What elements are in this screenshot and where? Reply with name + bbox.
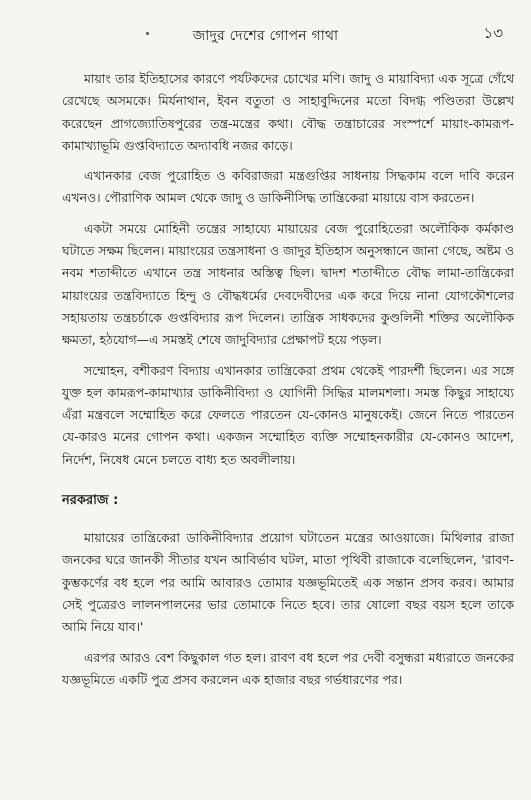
running-title: জাদুর দেশের গোপন গাথা: [192, 28, 339, 44]
paragraph: এরপর আরও বেশ কিছুকাল গত হল। রাবণ বধ হলে পর দেবী বসুন্ধরা মধ্যরাতে জনকের যজ্ঞভূমিতে একটি পুত্র প্রসব করলেন এক হাজার বছর গর্ভধারণের পর।: [62, 649, 514, 687]
page-body: [62, 68, 514, 699]
paragraph: মায়াং তার ইতিহাসের কারণে পর্যটকদের চোখের মণি। জাদু ও মায়াবিদ্যা এক সূত্রে গেঁথে রেখেছে অসমকে। মির্যনাথান, ইবন বতুতা ও সাহাবুদ্দিনের মতো বিদগ্ধ পণ্ডিতরা উল্লেখ করেছেন প্রাগজ্যোতিষপুরের তন্ত্র-মন্ত্রের কথা। বৌদ্ধ তন্ত্রাচারের সংস্পর্শে মায়াং-কামরূপ-কামাখ্যাভূমি গুপ্তবিদ্যাতে অদ্যাবধি নজর কাড়ে।: [62, 71, 514, 153]
paragraph: মায়ায়ের তান্ত্রিকেরা ডাকিনীবিদ্যার প্রয়োগ ঘটাতেন মন্ত্রের আওয়াজে। মিথিলার রাজা জনকের ঘরে জানকী সীতার যখন আবির্ভাব ঘটল, মাতা পৃথিবী রাজাকে বলেছিলেন, 'রাবণ-কুম্ভকর্ণের বধ হলে পর আমি আবারও তোমার যজ্ঞভূমিতেই এক সন্তান প্রসব করব। আমার সেই পুত্রেরও লালনপালনের ভার তোমাকে নিতে হবে। তার ষোলো বছর বয়স হলে তাকে আমি নিয়ে যাব।': [62, 530, 514, 635]
paragraph: এখানকার বেজ পুরোহিত ও কবিরাজরা মন্ত্রগুপ্তির সাধনায় সিদ্ধকাম বলে দাবি করেন এখনও। পৌরাণিক আমল থেকে জাদু ও ডাকিনীসিদ্ধ তান্ত্রিকেরা মায়ায়ে বাস করতেন।: [62, 168, 514, 206]
page-header: [0, 20, 531, 46]
page-number: ১৩: [483, 24, 503, 42]
section-heading: নরকরাজ :: [62, 493, 119, 509]
paragraph: সম্মোহন, বশীকরণ বিদ্যায় এখানকার তান্ত্রিকেরা প্রথম থেকেই পারদর্শী ছিলেন। এর সঙ্গে যুক্ত হল কামরূপ-কামাখ্যার ডাকিনীবিদ্যা ও যোগিনী সিদ্ধির মালমশলা। সমস্ত কিছুর সাহায্যে এঁরা মন্ত্রবলে সম্মোহিত করে ফেলতে পারতেন যে-কোনও মানুষকেই। জেনে নিতে পারতেন যে-কারও মনের গোপন কথা। একজন সম্মোহিত ব্যক্তি সম্মোহনকারীর যে-কোনও আদেশ, নির্দেশ, নিষেধ মেনে চলতে বাধ্য হত অবলীলায়।: [62, 362, 514, 467]
paragraph: একটা সময়ে মোহিনী তন্ত্রের সাহায্যে মায়ায়ের বেজ পুরোহিতেরা অলৌকিক কর্মকাণ্ড ঘটাতে সক্ষম ছিলেন। মায়াংয়ের তন্ত্রসাধনা ও জাদুর ইতিহাস অনুসন্ধানে জানা গেছে, অষ্টম ও নবম শতাব্দীতে এখানে তন্ত্র সাধনার অস্তিত্ব ছিল। দ্বাদশ শতাব্দীতে বৌদ্ধ লামা-তান্ত্রিকেরা মায়াংয়ের তন্ত্রবিদ্যাতে হিন্দু ও বৌদ্ধধর্মের দেবদেবীদের এক করে দিয়ে নানা যোগকৌশলের সহায়তায় তন্ত্রচর্চাকে গুপ্তবিদ্যার রূপ দিলেন। তান্ত্রিক সাধকদের কুণ্ডলিনী শক্তির অলৌকিক ক্ষমতা, হঠযোগ—এ সমস্তই শেষে জাদুবিদ্যার প্রেক্ষাপট হয়ে পড়ল।: [62, 220, 514, 348]
section-body: [62, 527, 514, 691]
